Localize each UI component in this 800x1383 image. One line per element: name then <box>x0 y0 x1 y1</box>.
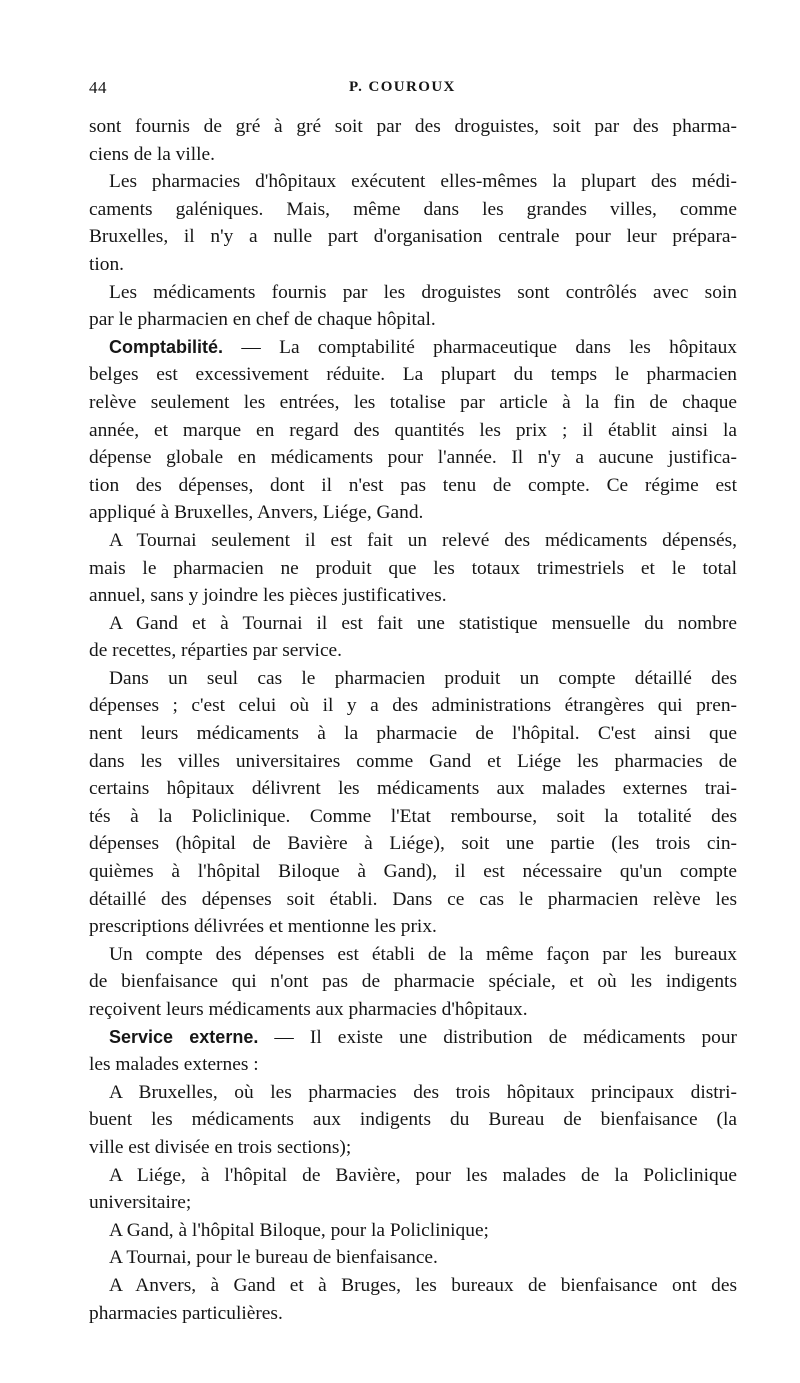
text-line: A Gand, à l'hôpital Biloque, pour la Policlinique; <box>109 1219 489 1241</box>
paragraph <box>89 1272 737 1327</box>
text-line: appliqué à Bruxelles, Anvers, Liége, Gand. <box>89 502 424 524</box>
section-heading: Service externe. <box>109 1026 259 1047</box>
text-line: A Tournai seulement il est fait un relevé des médicaments dépensés, <box>109 529 737 551</box>
paragraph <box>89 941 737 1024</box>
text-line: A Tournai, pour le bureau de bienfaisance. <box>109 1247 438 1269</box>
paragraph <box>89 1079 737 1162</box>
text-line: buent les médicaments aux indigents du Bureau de bienfaisance (la <box>89 1109 737 1131</box>
text-line: nent leurs médicaments à la pharmacie de l'hôpital. C'est ainsi que <box>89 723 737 745</box>
text-line: dépenses (hôpital de Bavière à Liége), soit une partie (les trois cin- <box>89 833 737 855</box>
running-head: P. COUROUX <box>349 79 456 95</box>
text-line: tion. <box>89 253 125 275</box>
text-line: tion des dépenses, dont il n'est pas tenu de compte. Ce régime est <box>89 474 737 496</box>
text-line-content: — La comptabilité pharmaceutique dans les hôpitaux <box>223 336 737 358</box>
text-line: A Gand et à Tournai il est fait une statistique mensuelle du nombre <box>109 612 737 634</box>
text-line: Un compte des dépenses est établi de la même façon par les bureaux <box>109 943 737 965</box>
text-line: année, et marque en regard des quantités les prix ; il établit ainsi la <box>89 419 737 441</box>
text-line: certains hôpitaux délivrent les médicaments aux malades externes trai- <box>89 778 737 800</box>
text-line: A Liége, à l'hôpital de Bavière, pour les malades de la Policlinique <box>109 1164 737 1186</box>
section-heading: Comptabilité. <box>109 336 224 357</box>
paragraph <box>89 168 737 278</box>
text-line: A Anvers, à Gand et à Bruges, les bureaux de bienfaisance ont des <box>109 1274 737 1296</box>
text-line: détaillé des dépenses soit établi. Dans ce cas le pharmacien relève les <box>89 888 737 910</box>
text-line: reçoivent leurs médicaments aux pharmacies d'hôpitaux. <box>89 999 528 1020</box>
paragraph <box>89 1217 737 1245</box>
text-line: quièmes à l'hôpital Biloque à Gand), il est nécessaire qu'un compte <box>89 861 737 883</box>
paragraph <box>89 527 737 610</box>
text-line: tés à la Policlinique. Comme l'Etat rembourse, soit la totalité des <box>89 805 737 827</box>
text-line: annuel, sans y joindre les pièces justificatives. <box>89 585 447 607</box>
paragraph <box>89 1024 737 1079</box>
text-line: pharmacies particulières. <box>89 1302 283 1324</box>
paragraph <box>89 334 737 527</box>
page-number: 44 <box>89 78 107 97</box>
text-line: de recettes, réparties par service. <box>89 640 343 662</box>
text-line: de bienfaisance qui n'ont pas de pharmacie spéciale, et où les indigents <box>89 971 737 993</box>
text-line: prescriptions délivrées et mentionne les prix. <box>89 916 437 938</box>
text-line: Dans un seul cas le pharmacien produit un compte détaillé des <box>109 667 737 689</box>
text-line: Les médicaments fournis par les droguistes sont contrôlés avec soin <box>109 281 737 303</box>
text-line: Les pharmacies d'hôpitaux exécutent elles-mêmes la plupart des médi- <box>109 171 737 193</box>
text-line: relève seulement les entrées, les totalise par article à la fin de chaque <box>89 391 737 413</box>
text-line: Bruxelles, il n'y a nulle part d'organisation centrale pour leur prépara- <box>89 226 737 248</box>
body-text <box>89 113 737 1327</box>
text-line: sont fournis de gré à gré soit par des droguistes, soit par des pharma- <box>89 116 737 137</box>
text-line: dépenses ; c'est celui où il y a des administrations étrangères qui pren- <box>89 695 737 717</box>
paragraph <box>89 1162 737 1217</box>
text-line: caments galéniques. Mais, même dans les grandes villes, comme <box>89 198 737 220</box>
text-line: mais le pharmacien ne produit que les totaux trimestriels et le total <box>89 557 737 579</box>
text-line: ville est divisée en trois sections); <box>89 1136 352 1158</box>
text-line <box>89 334 737 362</box>
text-line: dans les villes universitaires comme Gand et Liége les pharmacies de <box>89 750 737 772</box>
paragraph <box>89 610 737 665</box>
paragraph <box>89 279 737 334</box>
paragraph <box>89 665 737 941</box>
paragraph <box>89 113 737 168</box>
text-line <box>89 1024 737 1052</box>
page-header <box>89 78 737 102</box>
paragraph <box>89 1244 737 1272</box>
text-line: dépense globale en médicaments pour l'année. Il n'y a aucune justifica- <box>89 447 737 469</box>
text-line-content: — Il existe une distribution de médicaments pour <box>258 1026 737 1048</box>
text-line: les malades externes : <box>89 1054 259 1076</box>
text-line: belges est excessivement réduite. La plupart du temps le pharmacien <box>89 364 737 386</box>
text-line: universitaire; <box>89 1192 192 1214</box>
text-line: A Bruxelles, où les pharmacies des trois hôpitaux principaux distri- <box>109 1081 737 1103</box>
text-line: par le pharmacien en chef de chaque hôpital. <box>89 309 436 331</box>
text-line: ciens de la ville. <box>89 143 215 165</box>
